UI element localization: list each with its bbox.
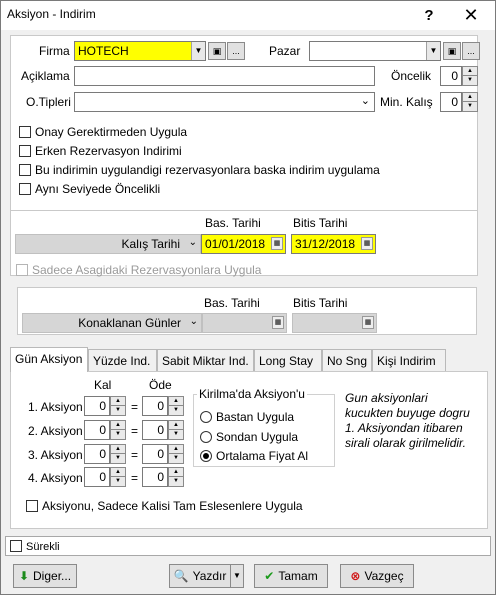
pazar-combo[interactable] [309,41,441,61]
only-following-checkbox[interactable]: Sadece Asagidaki Rezervasyonlara Uygula [16,263,261,277]
option-checkbox-baska[interactable]: Bu indirimin uygulandigi rezervasyonlara baska indirim uygulama [19,163,380,177]
chevron-down-icon[interactable]: ▼ [191,42,205,60]
row-label: 4. Aksiyon [28,471,83,485]
calendar-icon[interactable]: ▦ [272,316,284,329]
arrow-down-icon: ⬇ [18,569,30,583]
ode-spinner[interactable]: ▲ ▼ [168,420,184,440]
tab-gun-aksiyon[interactable]: Gün Aksiyon [10,347,88,372]
kal-input[interactable]: 0 [84,396,110,416]
row-label: 2. Aksiyon [28,424,83,438]
tab-no-sng[interactable]: No Sng [322,349,372,371]
stayed-days-combo[interactable]: Konaklanan Günler ⌄ [22,313,202,333]
chevron-down-icon: ⌄ [188,237,197,248]
general-panel [10,35,478,211]
stay-date-type-combo[interactable]: Kalış Tarihi ⌄ [15,234,201,254]
yazdir-dropdown-button[interactable] [230,564,244,588]
kal-input[interactable]: 0 [84,467,110,487]
aciklama-input[interactable] [74,66,375,86]
gun-aksiyon-page [10,371,488,529]
tab-yuzde-ind[interactable]: Yüzde Ind. [88,349,157,371]
firma-label: Firma [39,44,70,58]
exact-match-checkbox[interactable]: Aksiyonu, Sadece Kalisi Tam Eslesenlere Uygula [26,499,303,513]
radio-bastan[interactable]: Bastan Uygula [200,410,294,424]
stayed-bas-label: Bas. Tarihi [204,296,260,310]
tab-sabit-miktar[interactable]: Sabit Miktar Ind. [157,349,254,371]
kal-spinner[interactable]: ▲ ▼ [110,420,126,440]
stay-bitis-label: Bitis Tarihi [293,216,348,230]
calendar-icon[interactable]: ▦ [271,237,283,250]
stayed-bitis-label: Bitis Tarihi [293,296,348,310]
chevron-down-icon: ⌄ [189,316,198,327]
equals-sign: = [131,424,139,438]
oncelik-label: Öncelik [391,69,432,83]
window-title: Aksiyon - Indirim [7,7,96,21]
kal-input[interactable]: 0 [84,444,110,464]
equals-sign: = [131,471,139,485]
ode-input[interactable]: 0 [142,444,168,464]
vazgec-button[interactable]: ⊗ Vazgeç [340,564,414,588]
otipleri-combo[interactable] [74,92,375,112]
pazar-ellipsis-button[interactable]: ... [462,42,480,60]
oncelik-spinner[interactable]: ▲ ▼ [462,66,478,86]
radio-ortalama[interactable]: Ortalama Fiyat Al [200,449,308,463]
ode-input[interactable]: 0 [142,467,168,487]
firma-value: HOTECH [78,44,129,58]
minkalis-label: Min. Kalış [380,95,433,109]
surekli-row [5,536,491,556]
stay-start-date[interactable]: 01/01/2018 ▦ [201,234,286,254]
otipleri-label: O.Tipleri [26,95,71,109]
stayed-end-date[interactable] [292,313,377,333]
oncelik-input[interactable]: 0 [440,66,462,86]
stay-bas-label: Bas. Tarihi [205,216,261,230]
radio-sondan[interactable]: Sondan Uygula [200,430,298,444]
equals-sign: = [131,448,139,462]
stayed-start-date[interactable] [202,313,287,333]
kirilma-group-title: Kirilma'da Aksiyon'u [199,387,305,401]
yazdir-button[interactable]: 🔍 Yazdır [169,564,231,588]
firma-combo[interactable] [74,41,206,61]
kal-input[interactable]: 0 [84,420,110,440]
close-button[interactable]: ✕ [463,5,479,25]
stayed-days-panel [17,287,477,335]
ode-header: Öde [149,378,172,392]
tamam-button[interactable]: ✔ Tamam [254,564,328,588]
chevron-down-icon[interactable]: ▼ [426,42,440,60]
print-preview-icon: 🔍 [173,569,189,583]
lookup-icon[interactable]: ▣ [443,42,461,60]
pazar-label: Pazar [269,44,301,58]
tab-long-stay[interactable]: Long Stay [254,349,322,371]
tab-kisi-indirim[interactable]: Kişi Indirim [372,349,446,371]
option-checkbox-erken[interactable]: Erken Rezervasyon Indirimi [19,144,182,158]
minkalis-spinner[interactable]: ▲ ▼ [462,92,478,112]
equals-sign: = [131,400,139,414]
help-button[interactable]: ? [424,7,434,24]
kal-spinner[interactable]: ▲ ▼ [110,467,126,487]
row-label: 3. Aksiyon [28,448,83,462]
calendar-icon[interactable]: ▦ [362,316,374,329]
ode-spinner[interactable]: ▲ ▼ [168,467,184,487]
ode-input[interactable]: 0 [142,396,168,416]
kal-header: Kal [94,378,112,392]
stay-date-panel [10,210,478,276]
chevron-down-icon: ▼ [233,571,241,580]
lookup-icon[interactable]: ▣ [208,42,226,60]
ode-spinner[interactable]: ▲ ▼ [168,444,184,464]
check-icon: ✔ [264,569,275,583]
kal-spinner[interactable]: ▲ ▼ [110,396,126,416]
minkalis-input[interactable]: 0 [440,92,462,112]
gun-aksiyon-note: Gun aksiyonlari kucukten buyuge dogru 1. Aksiyondan itibaren sirali olarak girilmelidir. [345,391,470,450]
calendar-icon[interactable]: ▦ [361,237,373,250]
ode-spinner[interactable]: ▲ ▼ [168,396,184,416]
stay-end-date[interactable]: 31/12/2018 ▦ [291,234,376,254]
cancel-icon: ⊗ [350,569,361,583]
ode-input[interactable]: 0 [142,420,168,440]
diger-button[interactable]: ⬇ Diger... [13,564,77,588]
option-checkbox-onay[interactable]: Onay Gerektirmeden Uygula [19,125,187,139]
surekli-checkbox[interactable]: Sürekli [10,540,60,553]
chevron-down-icon[interactable]: ⌄ [360,95,370,107]
aciklama-label: Açiklama [21,69,70,83]
title-bar [1,1,495,30]
kal-spinner[interactable]: ▲ ▼ [110,444,126,464]
firma-ellipsis-button[interactable]: ... [227,42,245,60]
row-label: 1. Aksiyon [28,400,83,414]
option-checkbox-seviye[interactable]: Aynı Seviyede Öncelikli [19,182,160,196]
